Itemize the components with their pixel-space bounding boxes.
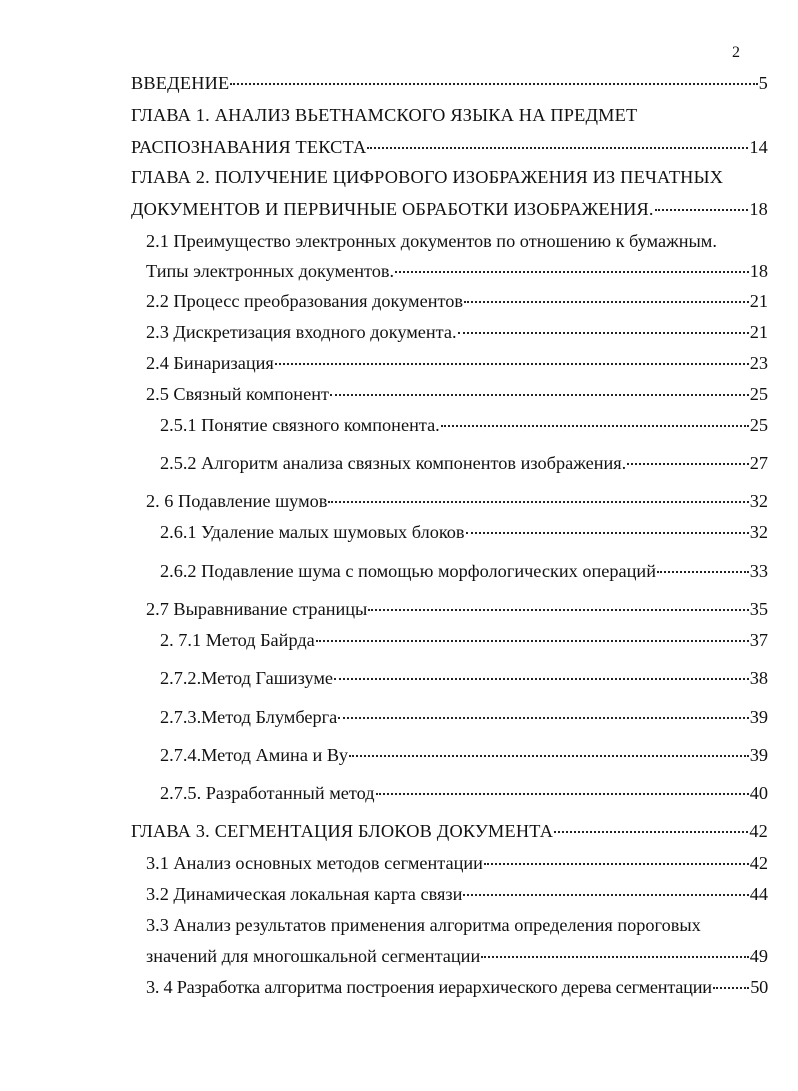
- toc-page: 18: [749, 261, 768, 281]
- toc-leader: [554, 831, 748, 833]
- toc-leader: [484, 863, 749, 865]
- toc-leader: [657, 571, 749, 573]
- toc-title: РАСПОЗНАВАНИЯ ТЕКСТА: [131, 137, 367, 157]
- toc-entry-intro[interactable]: [131, 72, 768, 94]
- toc-title: 3. 4 Разработка алгоритма построения иерархического дерева сегментации: [146, 977, 712, 997]
- toc-entry-3-2[interactable]: [146, 883, 768, 905]
- toc-entry-ch2-line1[interactable]: ГЛАВА 2. ПОЛУЧЕНИЕ ЦИФРОВОГО ИЗОБРАЖЕНИЯ ИЗ ПЕЧАТНЫХ: [131, 167, 724, 187]
- toc-title: 3.2 Динамическая локальная карта связи: [146, 884, 463, 904]
- toc-title: 2.7.2.Метод Гашизуме: [160, 668, 334, 688]
- toc-entry-2-7[interactable]: [146, 598, 768, 620]
- toc-page: 27: [749, 453, 768, 473]
- toc-title: 2.6.1 Удаление малых шумовых блоков: [160, 522, 465, 542]
- toc-entry-2-2[interactable]: [146, 290, 768, 312]
- toc-page: 25: [749, 384, 768, 404]
- toc-entry-2-4[interactable]: [146, 352, 768, 374]
- toc-leader: [338, 717, 748, 719]
- toc-leader: [458, 332, 749, 334]
- toc-title: 2.7 Выравнивание страницы: [146, 599, 368, 619]
- toc-entry-2-7-4[interactable]: [160, 744, 768, 766]
- toc-entry-2-7-1[interactable]: [160, 629, 768, 651]
- toc-page: 50: [750, 977, 768, 997]
- toc-leader: [655, 209, 749, 211]
- toc-page: 25: [749, 415, 768, 435]
- toc-page: 32: [749, 491, 768, 511]
- toc-leader: [481, 956, 748, 958]
- toc-title: 2.6.2 Подавление шума с помощью морфологических операций: [160, 561, 656, 581]
- toc-leader: [713, 987, 749, 989]
- toc-entry-3-3[interactable]: [146, 945, 768, 967]
- toc-entry-2-7-5[interactable]: [160, 782, 768, 804]
- toc-entry-2-5-1[interactable]: [160, 414, 768, 436]
- toc-leader: [463, 894, 748, 896]
- toc-title: ДОКУМЕНТОВ И ПЕРВИЧНЫЕ ОБРАБОТКИ ИЗОБРАЖЕНИЯ.: [131, 199, 654, 219]
- toc-title: 2.7.3.Метод Блумберга: [160, 707, 338, 727]
- toc-leader: [349, 755, 749, 757]
- toc-entry-ch3[interactable]: [131, 820, 768, 842]
- toc-page: 40: [749, 783, 768, 803]
- toc-leader: [330, 394, 749, 396]
- toc-entry-ch2[interactable]: [131, 198, 768, 220]
- toc-leader: [466, 532, 749, 534]
- toc-title: 2.7.5. Разработанный метод: [160, 783, 375, 803]
- toc-leader: [334, 678, 749, 680]
- toc-entry-ch1[interactable]: [131, 136, 768, 158]
- toc-title: ВВЕДЕНИЕ: [131, 73, 230, 93]
- toc-title: 2. 6 Подавление шумов: [146, 491, 328, 511]
- toc-page: 14: [749, 137, 768, 157]
- toc-page: 21: [749, 291, 768, 311]
- toc-entry-2-5-2[interactable]: [160, 452, 768, 474]
- toc-page: 39: [749, 707, 768, 727]
- toc-entry-2-5[interactable]: [146, 383, 768, 405]
- toc-entry-2-7-3[interactable]: [160, 706, 768, 728]
- toc-page: 5: [758, 73, 768, 93]
- toc-title: 2.2 Процесс преобразования документов: [146, 291, 464, 311]
- page-number: 2: [732, 44, 740, 61]
- toc-page: 38: [749, 668, 768, 688]
- toc-leader: [395, 271, 749, 273]
- toc-page: 44: [749, 884, 768, 904]
- toc-title: Типы электронных документов.: [146, 261, 395, 281]
- toc-entry-2-6-2[interactable]: [160, 560, 768, 582]
- toc-page: 35: [749, 599, 768, 619]
- toc-page: 32: [749, 522, 768, 542]
- toc-page: 42: [749, 853, 768, 873]
- toc-entry-2-7-2[interactable]: [160, 667, 768, 689]
- toc-page: 33: [749, 561, 768, 581]
- toc-entry-2-1-line1[interactable]: 2.1 Преимущество электронных документов по отношению к бумажным.: [146, 231, 717, 251]
- toc-leader: [368, 609, 748, 611]
- toc-title: 2.5.2 Алгоритм анализа связных компонентов изображения.: [160, 453, 627, 473]
- toc-page: 37: [749, 630, 768, 650]
- toc-page: 39: [749, 745, 768, 765]
- toc-leader: [441, 425, 749, 427]
- toc-title: 2.7.4.Метод Амина и Ву: [160, 745, 348, 765]
- toc-page: 49: [749, 946, 768, 966]
- toc-entry-3-3-line1[interactable]: 3.3 Анализ результатов применения алгоритма определения пороговых: [146, 915, 701, 935]
- toc-page: 23: [749, 353, 768, 373]
- toc-leader: [275, 363, 749, 365]
- toc-page: 18: [749, 199, 768, 219]
- toc-leader: [328, 501, 748, 503]
- toc-leader: [376, 793, 749, 795]
- toc-title: значений для многошкальной сегментации: [146, 946, 481, 966]
- toc-title: ГЛАВА 3. СЕГМЕНТАЦИЯ БЛОКОВ ДОКУМЕНТА: [131, 821, 554, 841]
- toc-entry-2-1[interactable]: [146, 260, 768, 282]
- toc-leader: [627, 463, 748, 465]
- toc-title: 2.3 Дискретизация входного документа.: [146, 322, 457, 342]
- toc-title: 2.4 Бинаризация: [146, 353, 274, 373]
- toc-leader: [464, 301, 749, 303]
- toc-entry-2-3[interactable]: [146, 321, 768, 343]
- toc-page: 21: [749, 322, 768, 342]
- toc-leader: [367, 147, 748, 149]
- toc-entry-3-1[interactable]: [146, 852, 768, 874]
- toc-title: 3.1 Анализ основных методов сегментации: [146, 853, 483, 873]
- toc-page: 42: [749, 821, 768, 841]
- toc-entry-2-6-1[interactable]: [160, 521, 768, 543]
- toc-leader: [230, 83, 757, 85]
- toc-title: 2. 7.1 Метод Байрда: [160, 630, 315, 650]
- toc-title: 2.5 Связный компонент: [146, 384, 329, 404]
- toc-entry-3-4[interactable]: [146, 976, 768, 998]
- toc-entry-2-6[interactable]: [146, 490, 768, 512]
- toc-leader: [316, 640, 749, 642]
- toc-entry-ch1-line1[interactable]: ГЛАВА 1. АНАЛИЗ ВЬЕТНАМСКОГО ЯЗЫКА НА ПРЕДМЕТ: [131, 105, 638, 125]
- toc-title: 2.5.1 Понятие связного компонента.: [160, 415, 440, 435]
